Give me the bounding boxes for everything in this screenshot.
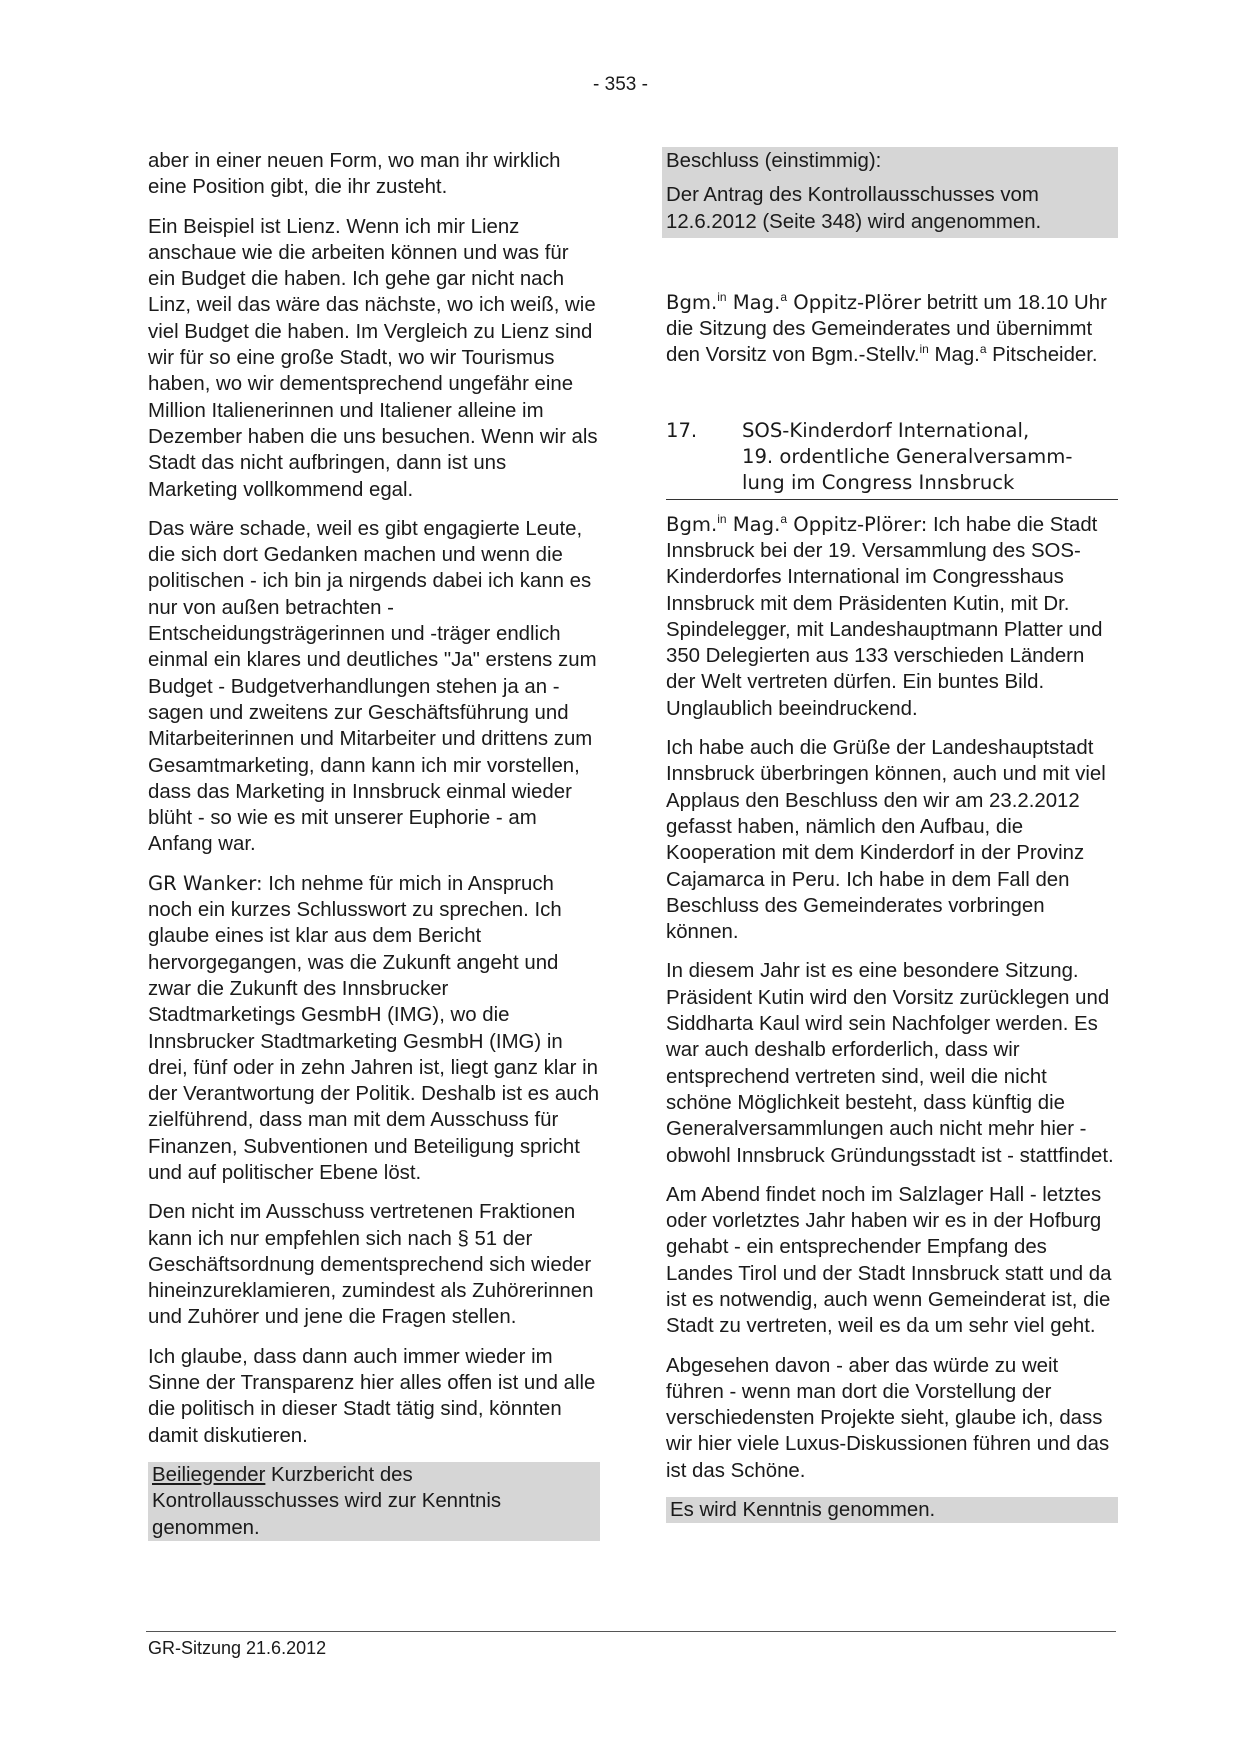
paragraph: In diesem Jahr ist es eine besondere Sitzung. Präsident Kutin wird den Vorsitz zurücklegen und Siddharta Kaul wird sein Nachfolger werden. Es war auch deshalb erforderlich, dass wir entsprechend vertreten sind, weil die nicht schöne Möglichkeit besteht, dass künftig die Generalversammlungen auch nicht mehr hier - obwohl Innsbruck Gründungsstadt ist - stattfindet. bbox=[666, 960, 1114, 1167]
person-name: Oppitz-Plörer bbox=[787, 290, 922, 314]
resolution-text: Kurzbericht des Kontrollausschusses wird zur Kenntnis genommen. bbox=[152, 1463, 502, 1539]
arrival-text: betritt um 18.10 Uhr die Sitzung des Gemeinderates und übernimmt den Vorsitz von Bgm.-Stellv. bbox=[666, 291, 1107, 367]
underlined-word: Beiliegender bbox=[152, 1463, 266, 1486]
paragraph: Ein Beispiel ist Lienz. Wenn ich mir Lienz anschaue wie die arbeiten können und was für ein Budget die haben. Ich gehe gar nicht nach Linz, weil das wäre das nächste, wo ich weiß, wie viel Budget die haben. Im Vergleich zu Lienz sind wir für so eine große Stadt, wo wir Tourismus haben, wo wir dementsprechend ungefähr eine Million Italienerinnen und Italiener alleine im Dezember haben die uns besuchen. Wenn wir als Stadt das nicht aufbringen, dann ist uns Marketing vollkommend egal. bbox=[148, 215, 598, 501]
superscript: in bbox=[919, 342, 929, 357]
agenda-row bbox=[666, 470, 1118, 496]
superscript: in bbox=[717, 511, 727, 526]
agenda-title-line: lung im Congress Innsbruck bbox=[742, 471, 1015, 495]
title-abbr: Bgm. bbox=[666, 290, 718, 314]
speaker-name: Oppitz-Plörer: bbox=[787, 512, 928, 536]
speech-oppitz-ploerer bbox=[666, 512, 1118, 722]
superscript: a bbox=[979, 342, 987, 357]
speech-wanker bbox=[148, 871, 600, 1187]
agenda-row bbox=[666, 418, 1118, 444]
speech-text: Ich habe die Stadt Innsbruck bei der 19. Versammlung des SOS-Kinderdorfes International im Congresshaus Innsbruck mit dem Präsidenten Kutin, mit Dr. Spindelegger, mit Landeshauptmann Platter und 350 Delegierten aus 133 verschieden Ländern der Welt vertreten dürfen. Ein buntes Bild. Unglaublich beeindruckend. bbox=[666, 513, 1103, 720]
superscript: a bbox=[780, 511, 788, 526]
title-abbr: Mag. bbox=[726, 512, 781, 536]
person-name: Pitscheider. bbox=[986, 344, 1098, 367]
paragraph: aber in einer neuen Form, wo man ihr wirklich eine Position gibt, die ihr zusteht. bbox=[148, 150, 561, 199]
closing-note: Es wird Kenntnis genommen. bbox=[666, 1497, 1118, 1523]
resolution-text: Der Antrag des Kontrollausschusses vom 12.6.2012 (Seite 348) wird angenommen. bbox=[666, 184, 1042, 233]
paragraph: Den nicht im Ausschuss vertretenen Fraktionen kann ich nur empfehlen sich nach § 51 der Geschäftsordnung dementsprechend sich wieder hineinzureklamieren, zumindest als Zuhörerinnen und Zuhörer und jene die Fragen stellen. bbox=[148, 1201, 594, 1329]
speaker-name: GR Wanker: bbox=[148, 871, 263, 895]
page-number: - 353 - bbox=[593, 74, 648, 95]
superscript: a bbox=[780, 289, 788, 304]
footer-session-date: GR-Sitzung 21.6.2012 bbox=[148, 1638, 327, 1658]
agenda-number: 17. bbox=[666, 418, 698, 442]
right-column bbox=[666, 148, 1118, 1536]
title-abbr: Mag. bbox=[726, 290, 781, 314]
agenda-row bbox=[666, 444, 1118, 470]
agenda-title-line: 19. ordentliche Generalversamm- bbox=[742, 445, 1073, 469]
resolution-note bbox=[148, 1462, 600, 1541]
agenda-title-line: SOS-Kinderdorf International, bbox=[742, 418, 1030, 442]
paragraph: Am Abend findet noch im Salzlager Hall - letztes oder vorletztes Jahr haben wir es in der Hofburg gehabt - ein entsprechender Empfang des Landes Tirol und der Stadt Innsbruck statt und da ist es notwendig, auch wenn Gemeinderat ist, die Stadt zu vertreten, weil es da um sehr viel geht. bbox=[666, 1183, 1112, 1338]
resolution-box bbox=[662, 147, 1118, 238]
paragraph: Ich glaube, dass dann auch immer wieder im Sinne der Transparenz hier alles offen ist und alle die politisch in dieser Stadt tätig sind, könnten damit diskutieren. bbox=[148, 1345, 596, 1447]
mayor-arrival-note bbox=[666, 290, 1118, 369]
title-abbr: Bgm. bbox=[666, 512, 718, 536]
resolution-title: Beschluss (einstimmig): bbox=[666, 150, 882, 172]
paragraph: Das wäre schade, weil es gibt engagierte Leute, die sich dort Gedanken machen und wenn die politischen - ich bin ja nirgends dabei ich kann es nur von außen betrachten - Entscheidungsträgerinnen und -träger endlich einmal ein klares und deutliches "Ja" erstens zum Budget - Budgetverhandlungen stehen ja an - sagen und zweitens zur Geschäftsführung und Mitarbeiterinnen und Mitarbeiter und drittens zum Gesamtmarketing, dann kann ich mir vorstellen, dass das Marketing in Innsbruck einmal wieder blüht - so wie es mit unserer Euphorie - am Anfang war. bbox=[148, 517, 597, 856]
title-abbr: Mag. bbox=[928, 344, 980, 367]
left-column bbox=[148, 148, 600, 1554]
superscript: in bbox=[717, 289, 727, 304]
footer-divider bbox=[146, 1631, 1116, 1632]
speech-text: Ich nehme für mich in Anspruch noch ein kurzes Schlusswort zu sprechen. Ich glaube eines ist klar aus dem Bericht hervorgegangen, was die Zukunft angeht und zwar die Zukunft des Innsbrucker Stadtmarketings GesmbH (IMG), wo die Innsbrucker Stadtmarketing GesmbH (IMG) in drei, fünf oder in zehn Jahren ist, liegt ganz klar in der Verantwortung der Politik. Deshalb ist es auch zielführend, dass man mit dem Ausschuss für Finanzen, Subventionen und Beteiligung spricht und auf politischer Ebene löst. bbox=[148, 872, 600, 1184]
paragraph: Ich habe auch die Grüße der Landeshauptstadt Innsbruck überbringen können, auch und mit viel Applaus den Beschluss den wir am 23.2.2012 gefasst haben, nämlich den Aufbau, die Kooperation mit dem Kinderdorf in der Provinz Cajamarca in Peru. Ich habe in dem Fall den Beschluss des Gemeinderates vorbringen können. bbox=[666, 737, 1106, 944]
agenda-indent bbox=[666, 470, 742, 496]
agenda-item-17 bbox=[666, 418, 1118, 500]
agenda-indent bbox=[666, 444, 742, 470]
paragraph: Abgesehen davon - aber das würde zu weit führen - wenn man dort die Vorstellung der verschiedensten Projekte sieht, glaube ich, dass wir hier viele Luxus-Diskussionen führen und das ist das Schöne. bbox=[666, 1354, 1110, 1482]
